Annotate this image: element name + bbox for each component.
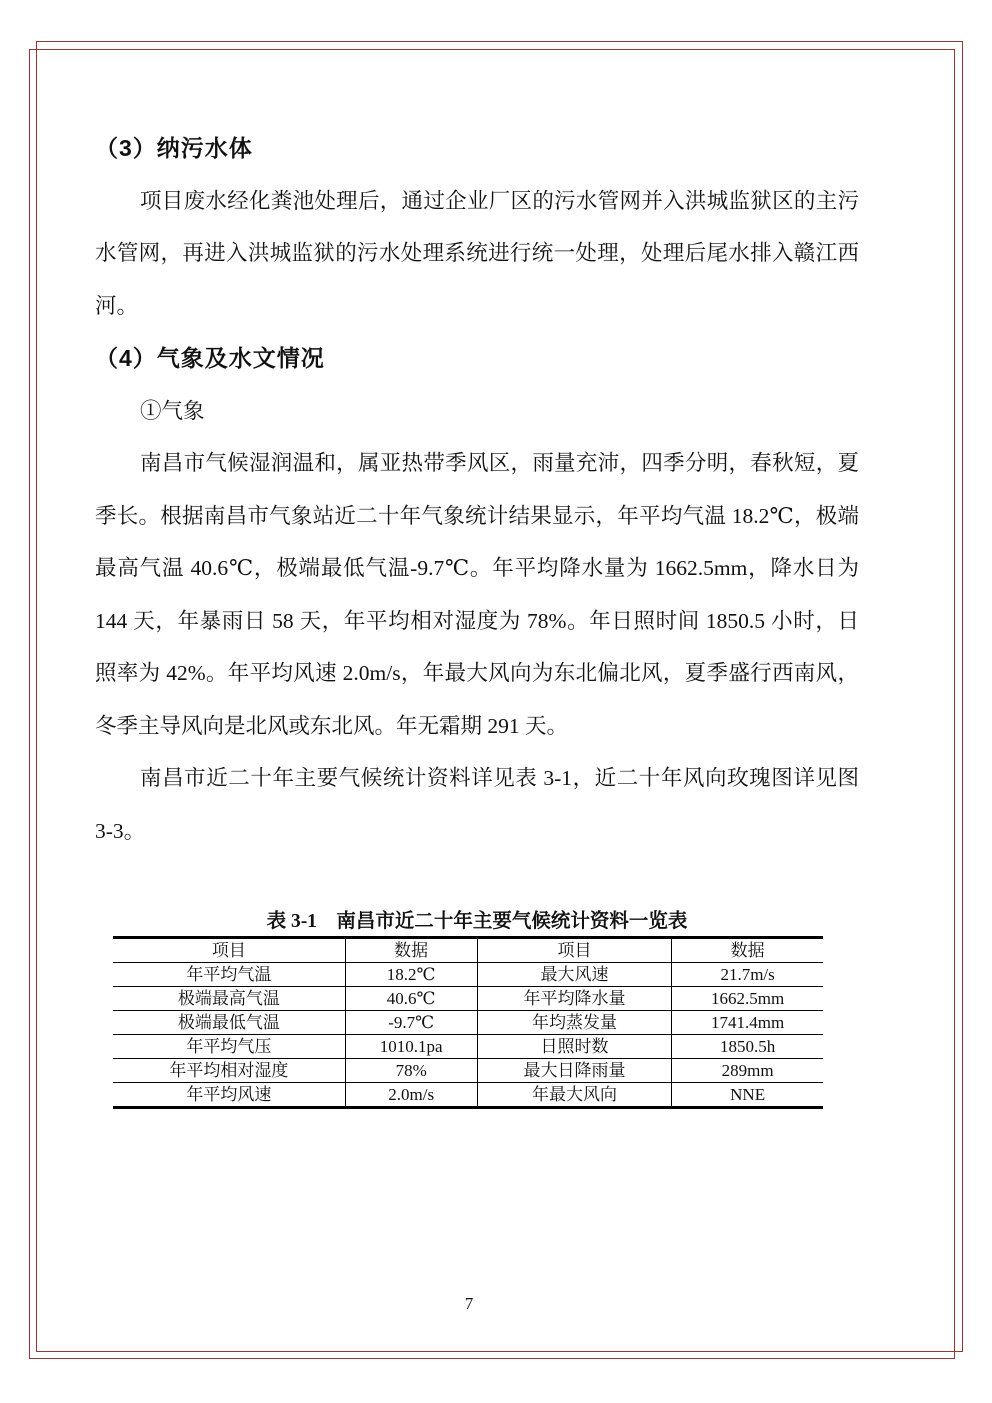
table-cell: 日照时数 — [477, 1035, 672, 1059]
paragraph-wastewater: 项目废水经化粪池处理后，通过企业厂区的污水管网并入洪城监狱区的主污水管网，再进入洪城监狱的污水处理系统进行统一处理，处理后尾水排入赣江西河。 — [95, 188, 859, 318]
table-row — [113, 987, 823, 1011]
table-cell: 289mm — [672, 1059, 823, 1083]
table-cell: 年平均降水量 — [477, 987, 672, 1011]
heading-section-3: （3）纳污水体 — [95, 135, 253, 161]
table-row — [113, 1059, 823, 1083]
table-cell: 最大风速 — [477, 963, 672, 987]
table-caption: 表 3-1 南昌市近二十年主要气候统计资料一览表 — [266, 911, 688, 932]
page-number: 7 — [464, 1294, 474, 1313]
table-header-cell: 项目 — [477, 938, 672, 963]
table-cell: 1850.5h — [672, 1035, 823, 1059]
climate-statistics-table — [113, 936, 823, 1109]
table-cell: 1662.5mm — [672, 987, 823, 1011]
table-cell: 1010.1pa — [345, 1035, 477, 1059]
table-cell: 年平均相对湿度 — [113, 1059, 345, 1083]
table-cell: 2.0m/s — [345, 1083, 477, 1108]
table-row — [113, 1083, 823, 1108]
table-cell: 最大日降雨量 — [477, 1059, 672, 1083]
table-cell: 年平均气压 — [113, 1035, 345, 1059]
table-cell: 1741.4mm — [672, 1011, 823, 1035]
paragraph-climate: 南昌市气候湿润温和，属亚热带季风区，雨量充沛，四季分明，春秋短，夏季长。根据南昌市气象站近二十年气象统计结果显示，年平均气温 18.2℃，极端最高气温 40.6℃，极端最低气温-9.7℃。年平均降水量为 1662.5mm，降水日为 144 天，年暴雨日 58 天，年平均相对湿度为 78%。年日照时间 1850.5 小时，日照率为 42%。年平均风速 2.0m/s，年最大风向为东北偏北风，夏季盛行西南风，冬季主导风向是北风或东北风。年无霜期 291 天。 — [95, 451, 859, 738]
table-cell: 年平均风速 — [113, 1083, 345, 1108]
subheading-meteorology: ①气象 — [140, 398, 205, 423]
table-cell: 极端最高气温 — [113, 987, 345, 1011]
table-cell: 极端最低气温 — [113, 1011, 345, 1035]
heading-section-4: （4）气象及水文情况 — [95, 345, 325, 371]
table-cell: NNE — [672, 1083, 823, 1108]
table-cell: 18.2℃ — [345, 963, 477, 987]
table-cell: 40.6℃ — [345, 987, 477, 1011]
table-header-row — [113, 938, 823, 963]
table-header-cell: 数据 — [345, 938, 477, 963]
table-cell: 年最大风向 — [477, 1083, 672, 1108]
climate-table-section — [95, 908, 859, 1109]
table-cell: -9.7℃ — [345, 1011, 477, 1035]
document-body — [95, 0, 859, 857]
table-cell: 21.7m/s — [672, 963, 823, 987]
paragraph-table-reference: 南昌市近二十年主要气候统计资料详见表 3-1，近二十年风向玫瑰图详见图 3-3。 — [95, 766, 859, 843]
table-cell: 78% — [345, 1059, 477, 1083]
table-cell: 年平均气温 — [113, 963, 345, 987]
table-header-cell: 数据 — [672, 938, 823, 963]
table-row — [113, 1011, 823, 1035]
table-cell: 年均蒸发量 — [477, 1011, 672, 1035]
table-row — [113, 1035, 823, 1059]
table-row — [113, 963, 823, 987]
table-header-cell: 项目 — [211, 940, 246, 960]
